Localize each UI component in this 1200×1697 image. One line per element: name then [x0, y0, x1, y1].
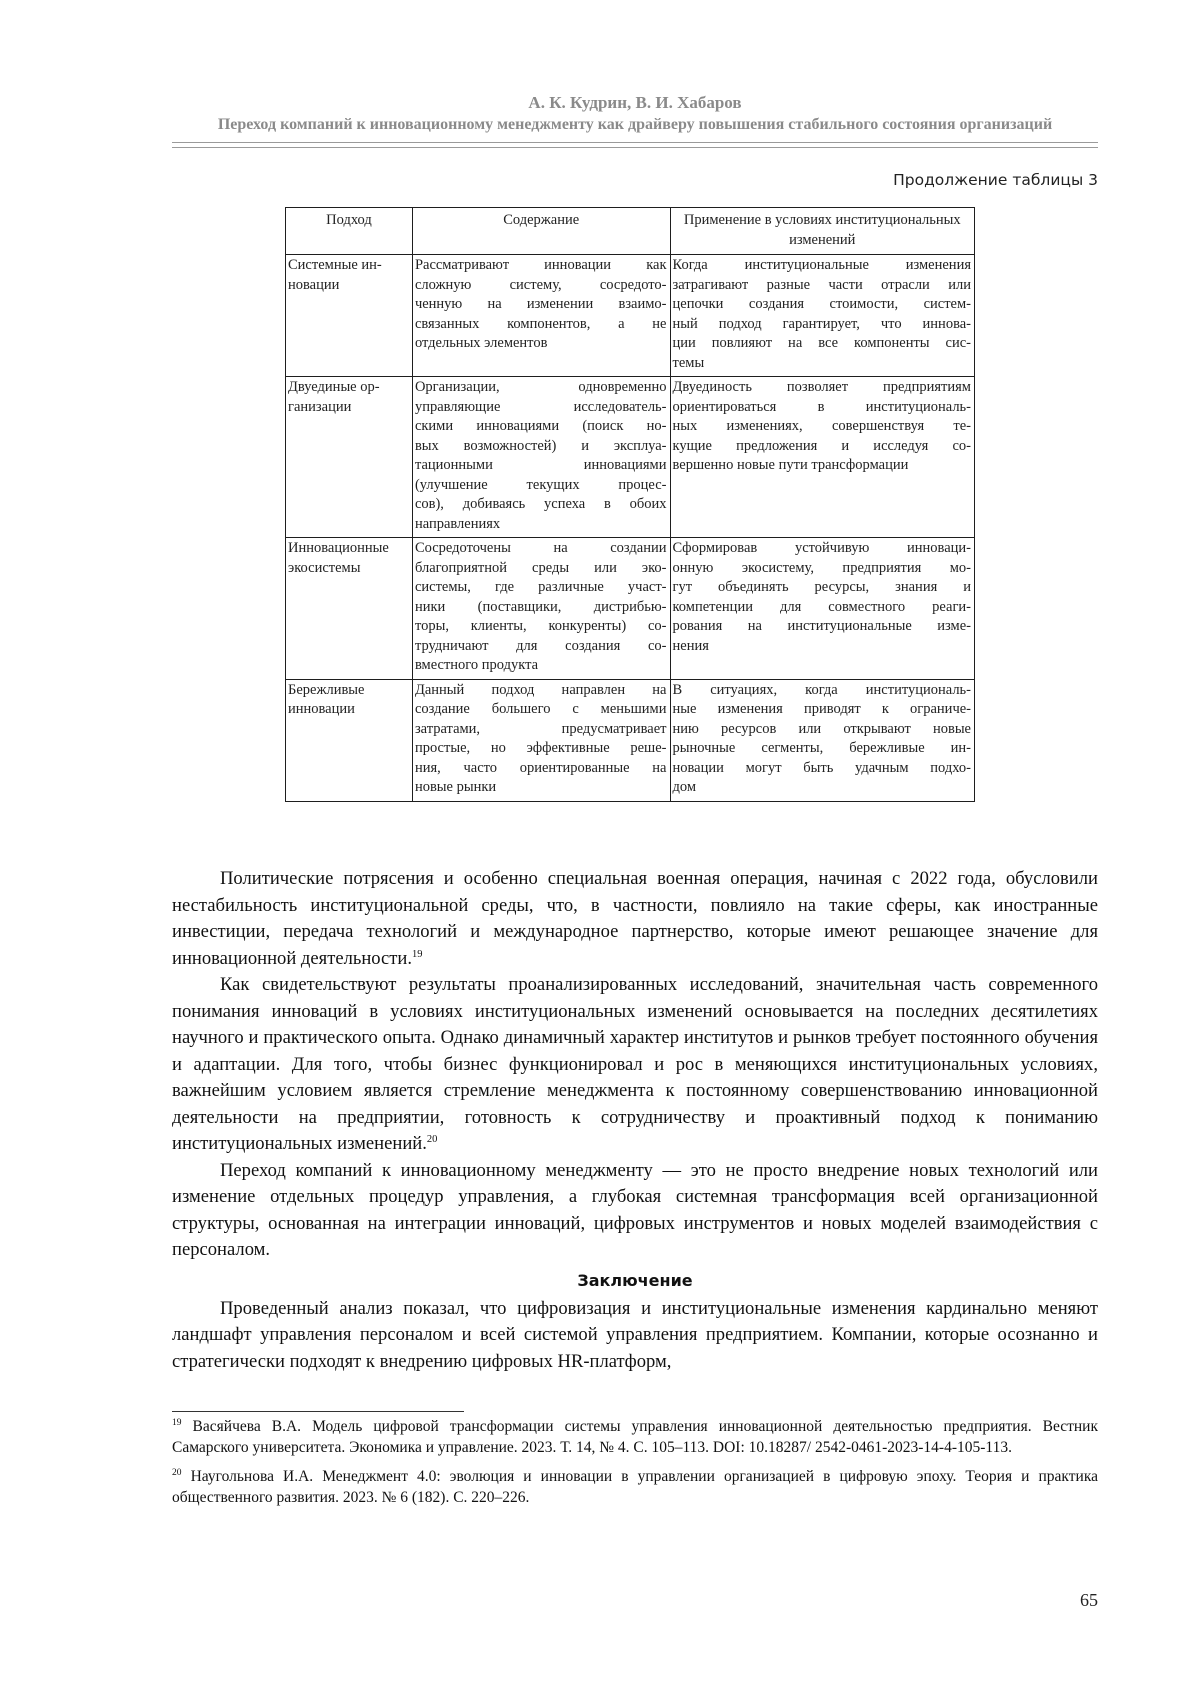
column-header-content: Содержание — [412, 208, 670, 255]
cell-line: Организации, одновременно — [414, 379, 667, 395]
cell-application — [670, 538, 975, 680]
cell-application — [670, 255, 975, 377]
cell-line: ченную на изменении взаимо- — [414, 296, 667, 312]
table-row — [286, 538, 975, 680]
cell-content — [412, 679, 670, 801]
cell-line: экосистемы — [288, 559, 361, 576]
cell-line: затрагивают разные части отрасли или — [672, 276, 971, 293]
paragraph-text: Как свидетельствуют результаты проанализированных исследований, значительная часть современного понимания инноваций в условиях институциональных изменений основывается на последних десятилетиях научного и практического опыта. Однако динамичный характер институтов и рынков требует постоянного обучения и адаптации. Для того, чтобы бизнес функционировал и рос в меняющихся институциональных условиях, важнейшим условием является стремление менеджмента к постоянному совершенствованию инновационной деятельности на предприятии, готовность к сотрудничеству и проактивный подход к пониманию институциональных изменений. — [172, 974, 1098, 1154]
cell-line: управляющие исследователь- — [414, 398, 667, 415]
footnote — [172, 1466, 1098, 1508]
cell-line: цепочки создания стоимости, систем- — [672, 296, 971, 312]
cell-line: направлениях — [414, 515, 501, 532]
cell-approach — [286, 679, 413, 801]
cell-line: рыночные сегменты, бережливые ин- — [672, 740, 971, 756]
cell-line: Сформировав устойчивую инноваци- — [672, 540, 971, 556]
cell-line: (улучшение текущих процес- — [414, 476, 667, 493]
cell-line: новые рынки — [414, 779, 497, 795]
cell-line: нию ресурсов или открывают новые — [672, 720, 971, 737]
cell-line: Двуединые ор- — [288, 379, 380, 395]
cell-approach — [286, 377, 413, 538]
cell-line: Когда институциональные изменения — [672, 257, 971, 273]
header-rule-bottom — [172, 147, 1098, 148]
cell-line: тационными инновациями — [414, 457, 667, 473]
paragraph-text: Переход компаний к инновационному менеджменту — это не просто внедрение новых технологий или изменение отдельных процедур управления, а глубокая системная трансформация всей организационной структуры, основанная на интеграции инноваций, цифровых инструментов и новых моделей взаимодействия с персоналом. — [172, 1159, 1098, 1260]
cell-line: новации — [288, 276, 340, 293]
page-number: 65 — [1080, 1590, 1098, 1610]
cell-line: инновации — [288, 701, 355, 717]
paragraph — [172, 1296, 1098, 1376]
footnote — [172, 1416, 1098, 1458]
cell-line: гут объединять ресурсы, знания и — [672, 579, 971, 595]
cell-line: сложную систему, сосредото- — [414, 276, 667, 293]
paragraph — [172, 866, 1098, 972]
cell-content — [412, 255, 670, 377]
cell-application — [670, 679, 975, 801]
cell-line: темы — [672, 354, 705, 371]
cell-line: нения — [672, 637, 709, 654]
cell-application — [670, 377, 975, 538]
paragraph — [172, 972, 1098, 1158]
cell-line: отдельных элементов — [414, 335, 548, 351]
section-heading: Заключение — [577, 1270, 693, 1290]
paragraph-text: Проведенный анализ показал, что цифровизация и институциональные изменения кардинально меняют ландшафт управления персоналом и всей системой управления предприятием. Компании, которые осознанно и стратегически подходят к внедрению цифровых HR-платформ, — [172, 1297, 1098, 1372]
cell-line: Данный подход направлен на — [414, 681, 667, 698]
column-header-application: Применение в условиях институциональных изменений — [670, 208, 975, 255]
cell-line: торы, клиенты, конкуренты) со- — [414, 618, 667, 634]
table-row — [286, 255, 975, 377]
cell-line: компетенции для совместного реаги- — [672, 598, 971, 615]
table-caption: Продолжение таблицы 3 — [893, 171, 1098, 189]
cell-line: ции повлияют на все компоненты сис- — [672, 335, 971, 351]
cell-line: Инновационные — [288, 540, 389, 556]
running-head — [172, 92, 1098, 136]
cell-line: вместного продукта — [414, 657, 539, 673]
running-head-authors: А. К. Кудрин, В. И. Хабаров — [528, 93, 742, 112]
cell-line: ганизации — [288, 398, 352, 415]
cell-line: скими инновациями (поиск но- — [414, 418, 667, 434]
footnotes — [172, 1416, 1098, 1516]
cell-line: создание большего с меньшими — [414, 701, 667, 717]
cell-line: ники (поставщики, дистрибью- — [414, 598, 667, 615]
header-rule-top — [172, 142, 1098, 143]
column-header-approach: Подход — [286, 208, 413, 255]
cell-line: вершенно новые пути трансформации — [672, 457, 909, 473]
cell-line: ных изменениях, совершенствуя те- — [672, 418, 971, 434]
cell-line: вых возможностей) и эксплуа- — [414, 437, 667, 454]
cell-line: сов), добиваясь успеха в обоих — [414, 496, 667, 512]
footnote-number: 19 — [172, 1417, 182, 1428]
cell-line: рования на институциональные изме- — [672, 618, 971, 634]
cell-line: кущие предложения и исследуя со- — [672, 437, 971, 454]
cell-approach — [286, 538, 413, 680]
footnote-ref[interactable]: 19 — [412, 948, 423, 960]
cell-line: Двуединость позволяет предприятиям — [672, 379, 971, 395]
cell-line: связанных компонентов, а не — [414, 315, 667, 332]
running-head-title: Переход компаний к инновационному менеджменту как драйверу повышения стабильного состояния организаций — [217, 116, 1053, 133]
cell-content — [412, 377, 670, 538]
footnote-separator — [172, 1411, 464, 1412]
cell-line: Системные ин- — [288, 257, 382, 273]
cell-line: Сосредоточены на создании — [414, 540, 667, 556]
cell-line: дом — [672, 779, 697, 795]
paragraph-text: Политические потрясения и особенно специальная военная операция, начиная с 2022 года, обусловили нестабильность институциональной среды, что, в частности, повлияло на такие сферы, как иностранные инвестиции, передача технологий и международное партнерство, которые имеют решающее значение для инновационной деятельности. — [172, 868, 1098, 969]
footnote-ref[interactable]: 20 — [426, 1133, 438, 1145]
cell-line: ориентироваться в институциональ- — [672, 398, 971, 415]
cell-line: ния, часто ориентированные на — [414, 759, 667, 776]
cell-line: простые, но эффективные реше- — [414, 740, 667, 756]
footnote-text: Наугольнова И.А. Менеджмент 4.0: эволюция и инновации в управлении организацией в цифровую эпоху. Теория и практика общественного развития. 2023. № 6 (182). С. 220–226. — [172, 1468, 1098, 1506]
cell-line: ные изменения приводят к ограниче- — [672, 701, 971, 717]
cell-line: трудничают для создания со- — [414, 637, 667, 654]
table-row — [286, 377, 975, 538]
cell-line: системы, где различные участ- — [414, 579, 667, 595]
cell-line: новации могут быть удачным подхо- — [672, 759, 971, 776]
cell-approach — [286, 255, 413, 377]
cell-line: затратами, предусматривает — [414, 720, 667, 737]
footnote-text: Васяйчева В.А. Модель цифровой трансформации системы управления инновационной деятельностью предприятия. Вестник Самарского университета. Экономика и управление. 2023. Т. 14, № 4. С. 105–113. DOI: 10.18287/ 2542-0461-2023-14-4-105-113. — [172, 1418, 1099, 1456]
cell-line: благоприятной среды или эко- — [414, 559, 667, 576]
paragraph — [172, 1158, 1098, 1264]
cell-line: Бережливые — [288, 681, 365, 698]
body-text — [172, 866, 1098, 1375]
approaches-table — [285, 207, 975, 802]
cell-line: Рассматривают инновации как — [414, 257, 667, 273]
cell-line: онную экосистему, предприятия мо- — [672, 559, 971, 576]
cell-line: ный подход гарантирует, что иннова- — [672, 315, 971, 332]
cell-content — [412, 538, 670, 680]
cell-line: В ситуациях, когда институциональ- — [672, 681, 971, 698]
table-header-row — [286, 208, 975, 255]
table-row — [286, 679, 975, 801]
footnote-number: 20 — [172, 1467, 182, 1478]
